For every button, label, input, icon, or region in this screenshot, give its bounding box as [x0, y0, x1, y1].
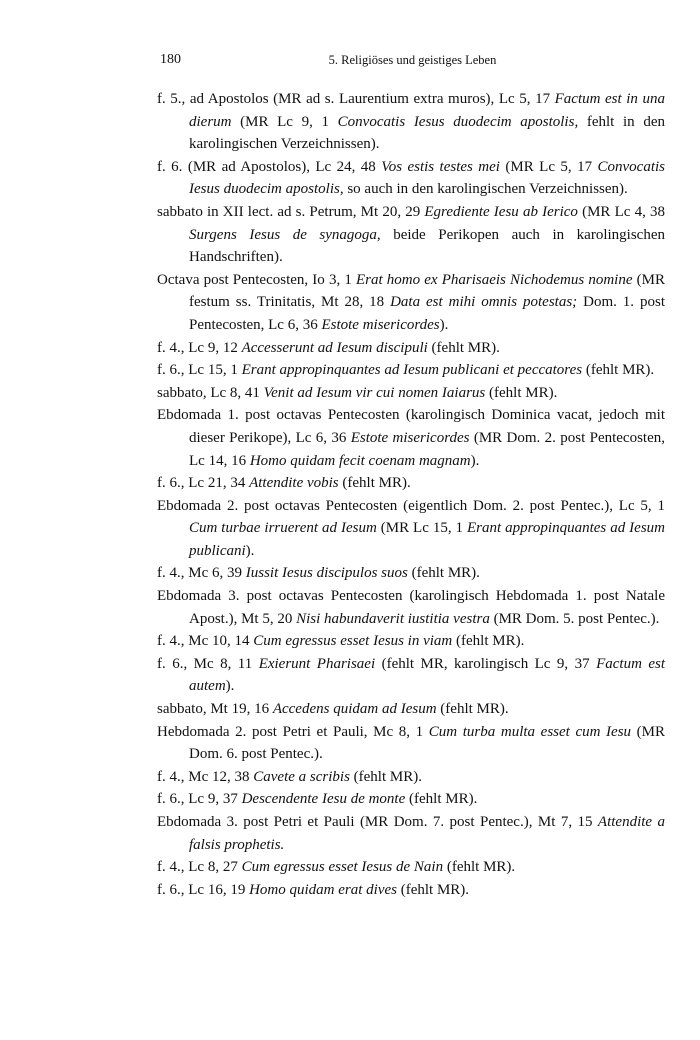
entry-text: sabbato, Lc 8, 41 — [157, 384, 264, 401]
entry-text: (MR Lc 9, 1 — [231, 113, 338, 130]
entry-text: (fehlt MR). — [452, 633, 525, 650]
entry-text: (fehlt MR, karolingisch Lc 9, 37 — [375, 655, 597, 672]
entry-text: sabbato in XII lect. ad s. Petrum, Mt 20, 29 — [157, 203, 425, 220]
entry-text: f. 6., Lc 21, 34 — [157, 475, 250, 492]
lectionary-list — [157, 88, 665, 901]
incipit-text: Estote misericordes — [321, 316, 440, 333]
incipit-text: Exierunt Pharisaei — [258, 655, 376, 672]
entry-text: Ebdomada 1. post octavas Pentecosten (karolingisch Dominica vacat, jedoch mit dieser Perikope), Lc 6, 36 — [157, 407, 665, 446]
entry-text: so auch in den karolingischen Verzeichnissen). — [343, 181, 628, 198]
lectionary-entry — [157, 88, 665, 156]
entry-text: Ebdomada 3. post octavas Pentecosten (karolingisch Hebdomada 1. post Natale Apost.), Mt 5, 20 — [157, 588, 665, 627]
incipit-text: Venit ad Iesum vir cui nomen Iaiarus — [263, 384, 486, 401]
lectionary-entry — [157, 721, 665, 766]
entry-text: (fehlt MR). — [436, 701, 509, 718]
incipit-text: Accedens quidam ad Iesum — [272, 701, 437, 718]
incipit-text: Cavete a scribis — [253, 768, 350, 785]
lectionary-entry — [157, 879, 665, 902]
entry-text: Octava post Pentecosten, Io 3, 1 — [157, 271, 356, 288]
entry-text: sabbato, Mt 19, 16 — [157, 701, 273, 718]
entry-text: ). — [439, 316, 449, 333]
incipit-text: Data est mihi omnis potestas; — [390, 294, 578, 311]
entry-text: ). — [470, 452, 480, 469]
lectionary-entry — [157, 698, 665, 721]
entry-text: Hebdomada 2. post Petri et Pauli, Mc 8, 1 — [157, 723, 429, 740]
entry-text: (fehlt MR). — [443, 859, 516, 876]
lectionary-entry — [157, 201, 665, 269]
entry-text: ). — [245, 542, 255, 559]
entry-text: f. 6., Lc 9, 37 — [157, 791, 242, 808]
entry-text: f. 6., Lc 15, 1 — [157, 362, 242, 379]
lectionary-entry — [157, 766, 665, 789]
incipit-text: Accesserunt ad Iesum discipuli — [241, 339, 428, 356]
incipit-text: Factum est in una dierum — [189, 91, 665, 130]
incipit-text: Homo quidam fecit coenam magnam — [249, 452, 471, 469]
incipit-text: Cum egressus esset Iesus in viam — [253, 633, 453, 650]
entry-text: (MR Lc 5, 17 — [499, 158, 598, 175]
incipit-text: Nisi habundaverit iustitia vestra — [296, 610, 490, 627]
lectionary-entry — [157, 382, 665, 405]
entry-text: (fehlt MR). — [485, 384, 558, 401]
incipit-text: Egrediente Iesu ab Ierico — [424, 203, 578, 220]
incipit-text: Vos estis testes mei — [381, 158, 500, 175]
entry-text: (fehlt MR). — [338, 475, 411, 492]
lectionary-entry — [157, 653, 665, 698]
entry-text: (MR Dom. 2. post Pentecosten, Lc 14, 16 — [189, 429, 665, 469]
incipit-text: Attendite vobis — [249, 475, 339, 492]
entry-text: (MR Dom. 5. post Pentec.). — [489, 610, 660, 627]
incipit-text: Convocatis Iesus duodecim apostolis, — [189, 158, 665, 198]
entry-text: Dom. 1. post Pentecosten, Lc 6, 36 — [189, 294, 665, 333]
incipit-text: Erant appropinquantes ad Iesum publicani et peccatores — [241, 362, 583, 379]
lectionary-entry — [157, 472, 665, 495]
incipit-text: Cum turba multa esset cum Iesu — [428, 723, 632, 740]
lectionary-entry — [157, 495, 665, 563]
entry-text: (fehlt MR). — [407, 565, 480, 582]
lectionary-entry — [157, 156, 665, 201]
entry-text: f. 4., Lc 9, 12 — [157, 339, 242, 356]
incipit-text: Cum egressus esset Iesus de Nain — [241, 859, 444, 876]
lectionary-entry — [157, 856, 665, 879]
entry-text: (MR Dom. 6. post Pentec.). — [189, 723, 666, 763]
entry-text: f. 4., Mc 10, 14 — [157, 633, 254, 650]
entry-text: f. 4., Lc 8, 27 — [157, 859, 242, 876]
entry-text: fehlt in den karolingischen Verzeichnissen). — [189, 113, 665, 153]
entry-text: (fehlt MR). — [396, 881, 470, 898]
entry-text: (fehlt MR). — [349, 768, 422, 785]
incipit-text: Cum turbae irruerent ad Iesum — [189, 520, 377, 537]
entry-text: ). — [225, 678, 235, 695]
page-number: 180 — [160, 52, 181, 67]
entry-text: (MR Lc 4, 38 — [577, 203, 665, 220]
lectionary-entry — [157, 337, 665, 360]
lectionary-entry — [157, 269, 665, 337]
entry-text: (fehlt MR). — [427, 339, 500, 356]
entry-text: f. 4., Mc 6, 39 — [157, 565, 246, 582]
lectionary-entry — [157, 630, 665, 653]
entry-text: (fehlt MR). — [405, 791, 478, 808]
entry-text: f. 4., Mc 12, 38 — [157, 768, 254, 785]
entry-text: f. 6., Lc 16, 19 — [157, 881, 250, 898]
incipit-text: Erat homo ex Pharisaeis Nichodemus nomine — [355, 271, 633, 288]
lectionary-entry — [157, 359, 665, 382]
entry-text: (MR Lc 15, 1 — [376, 520, 467, 537]
entry-text: Ebdomada 2. post octavas Pentecosten (eigentlich Dom. 2. post Pentec.), Lc 5, 1 — [157, 497, 665, 514]
lectionary-entry — [157, 404, 665, 472]
incipit-text: Homo quidam erat dives — [249, 881, 397, 898]
incipit-text: Iussit Iesus discipulos suos — [245, 565, 408, 582]
entry-text: beide Perikopen auch in karolingischen Handschriften). — [189, 226, 665, 266]
incipit-text: Descendente Iesu de monte — [241, 791, 406, 808]
entry-text: Ebdomada 3. post Petri et Pauli (MR Dom. 7. post Pentec.), Mt 7, 15 — [157, 814, 598, 830]
incipit-text: Convocatis Iesus duodecim apostolis, — [337, 113, 579, 130]
lectionary-entry — [157, 788, 665, 811]
entry-text: f. 6. (MR ad Apostolos), Lc 24, 48 — [157, 158, 382, 175]
lectionary-entry — [157, 585, 665, 630]
incipit-text: Attendite a falsis prophetis. — [189, 814, 665, 853]
running-title: 5. Religiöses und geistiges Leben — [328, 53, 497, 67]
lectionary-entry — [157, 811, 665, 856]
entry-text: (fehlt MR). — [582, 362, 655, 379]
entry-text: f. 6., Mc 8, 11 — [157, 655, 259, 672]
entry-text: f. 5., ad Apostolos (MR ad s. Laurentium extra muros), Lc 5, 17 — [157, 91, 555, 107]
incipit-text: Erant appropinquantes ad Iesum publicani — [189, 520, 665, 559]
page-header — [160, 52, 665, 72]
entry-text: (MR festum ss. Trinitatis, Mt 28, 18 — [189, 271, 665, 311]
incipit-text: Estote misericordes — [350, 429, 470, 446]
incipit-text: Factum est autem — [189, 655, 666, 695]
incipit-text: Surgens Iesus de synagoga, — [189, 226, 381, 243]
lectionary-entry — [157, 562, 665, 585]
